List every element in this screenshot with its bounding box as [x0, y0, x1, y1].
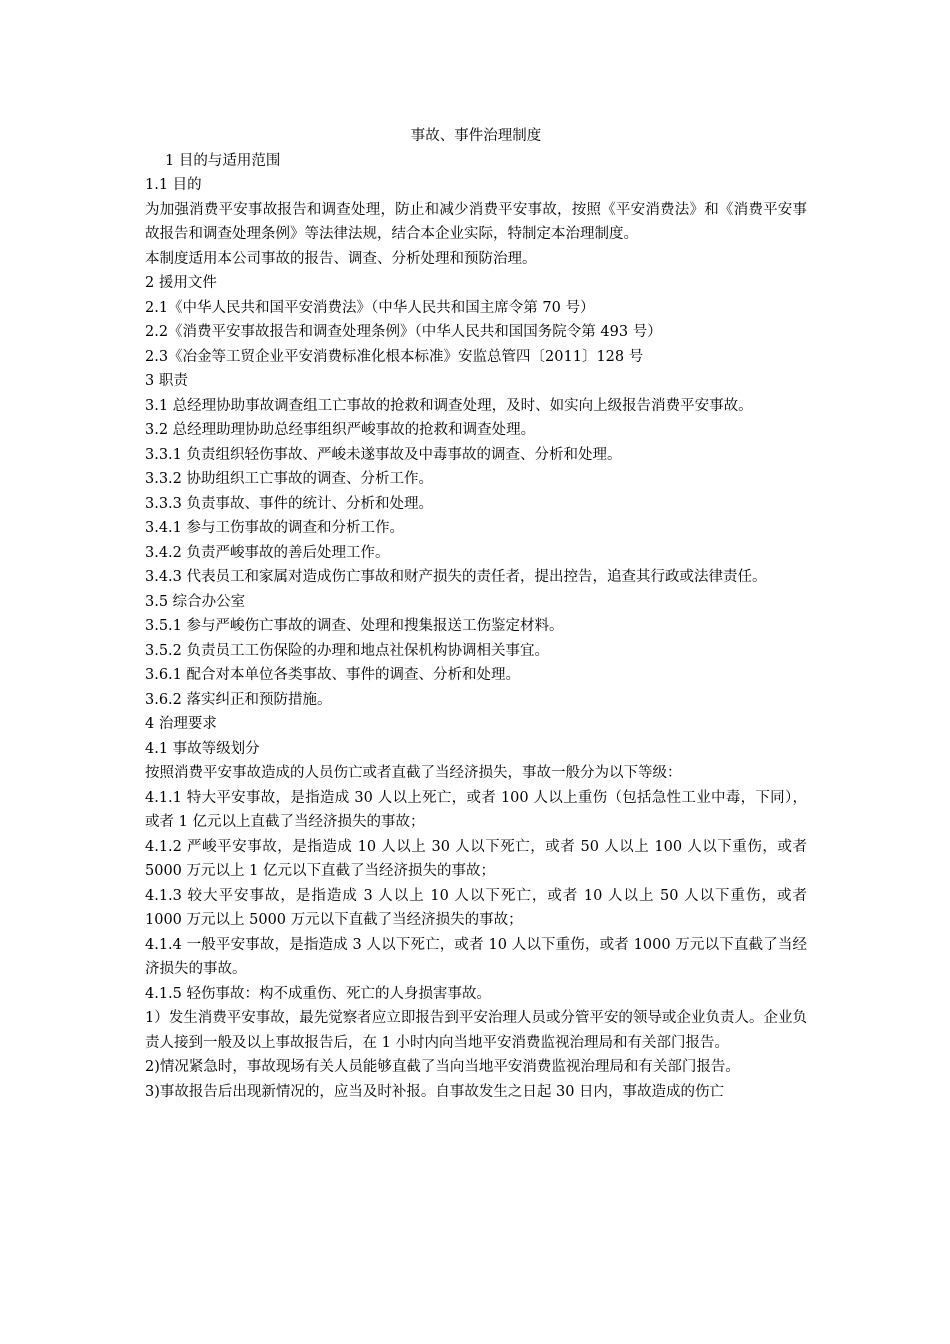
duty-item: 3.4.1 参与工伤事故的调查和分析工作。	[145, 520, 405, 536]
report-procedure-item: 3)事故报告后出现新情况的，应当及时补报。自事故发生之日起 30 日内，事故造成的伤亡	[145, 1083, 725, 1100]
report-procedure-item: 1）发生消费平安事故，最先觉察者应立即报告到平安治理人员或分管平安的领导或企业负责人。企业负责人接到一般及以上事故报告后，在 1 小时内向当地平安消费监视治理局和有关部门报告。	[145, 1010, 807, 1051]
duty-item: 3.4.2 负责严峻事故的善后处理工作。	[145, 544, 390, 561]
document-page	[145, 124, 807, 1104]
section-heading: 4 治理要求	[145, 716, 217, 732]
duty-item: 3.3.2 协助组织工亡事故的调查、分析工作。	[145, 471, 434, 487]
subsection-heading: 3.5 综合办公室	[145, 593, 246, 610]
document-title: 事故、事件治理制度	[410, 128, 542, 144]
duty-item: 3.5.1 参与严峻伤亡事故的调查、处理和搜集报送工伤鉴定材料。	[145, 618, 564, 634]
subsection-heading: 4.1 事故等级划分	[145, 740, 260, 757]
reference-item: 2.1《中华人民共和国平安消费法》（中华人民共和国主席令第 70 号）	[145, 299, 595, 316]
section-heading: 3 职责	[145, 373, 188, 389]
duty-item: 3.6.2 落实纠正和预防措施。	[145, 691, 332, 708]
body-paragraph: 为加强消费平安事故报告和调查处理，防止和减少消费平安事故，按照《平安消费法》和《消费平安事故报告和调查处理条例》等法律法规，结合本企业实际，特制定本治理制度。	[145, 201, 807, 242]
duty-item: 3.1 总经理协助事故调查组工亡事故的抢救和调查处理，及时、如实向上级报告消费平安事故。	[145, 397, 753, 414]
duty-item: 3.3.1 负责组织轻伤事故、严峻未遂事故及中毒事故的调查、分析和处理。	[145, 446, 622, 463]
body-paragraph: 本制度适用本公司事故的报告、调查、分析处理和预防治理。	[145, 250, 537, 267]
duty-item: 3.4.3 代表员工和家属对造成伤亡事故和财产损失的责任者，提出控告，追查其行政或法律责任。	[145, 569, 767, 585]
duty-item: 3.5.2 负责员工工伤保险的办理和地点社保机构协调相关事宜。	[145, 642, 550, 659]
duty-item: 3.3.3 负责事故、事件的统计、分析和处理。	[145, 495, 434, 512]
duty-item: 3.2 总经理助理协助总经事组织严峻事故的抢救和调查处理。	[145, 422, 536, 438]
accident-level-item: 4.1.4 一般平安事故，是指造成 3 人以下死亡，或者 10 人以下重伤，或者 1000 万元以下直截了当经济损失的事故。	[145, 936, 807, 977]
duty-item: 3.6.1 配合对本单位各类事故、事件的调查、分析和处理。	[145, 667, 521, 683]
report-procedure-item: 2)情况紧急时，事故现场有关人员能够直截了当向当地平安消费监视治理局和有关部门报告。	[145, 1059, 740, 1075]
accident-level-item: 4.1.3 较大平安事故，是指造成 3 人以上 10 人以下死亡，或者 10 人以上 50 人以下重伤，或者 1000 万元以上 5000 万元以下直截了当经济损失的事故；	[145, 887, 807, 928]
subsection-heading: 1.1 目的	[145, 177, 202, 193]
body-paragraph: 按照消费平安事故造成的人员伤亡或者直截了当经济损失，事故一般分为以下等级：	[145, 765, 682, 781]
accident-level-item: 4.1.5 轻伤事故：构不成重伤、死亡的人身损害事故。	[145, 985, 492, 1002]
section-heading: 1 目的与适用范围	[165, 152, 281, 169]
section-heading: 2 援用文件	[145, 275, 217, 291]
accident-level-item: 4.1.1 特大平安事故，是指造成 30 人以上死亡，或者 100 人以上重伤（包括急性工业中毒，下同），或者 1 亿元以上直截了当经济损失的事故；	[145, 789, 807, 830]
accident-level-item: 4.1.2 严峻平安事故，是指造成 10 人以上 30 人以下死亡，或者 50 人以上 100 人以下重伤，或者 5000 万元以上 1 亿元以下直截了当经济损失的事故；	[145, 838, 807, 879]
reference-item: 2.2《消费平安事故报告和调查处理条例》（中华人民共和国国务院令第 493 号）	[145, 324, 662, 340]
reference-item: 2.3《冶金等工贸企业平安消费标准化根本标准》安监总管四〔2011〕128 号	[145, 348, 644, 365]
